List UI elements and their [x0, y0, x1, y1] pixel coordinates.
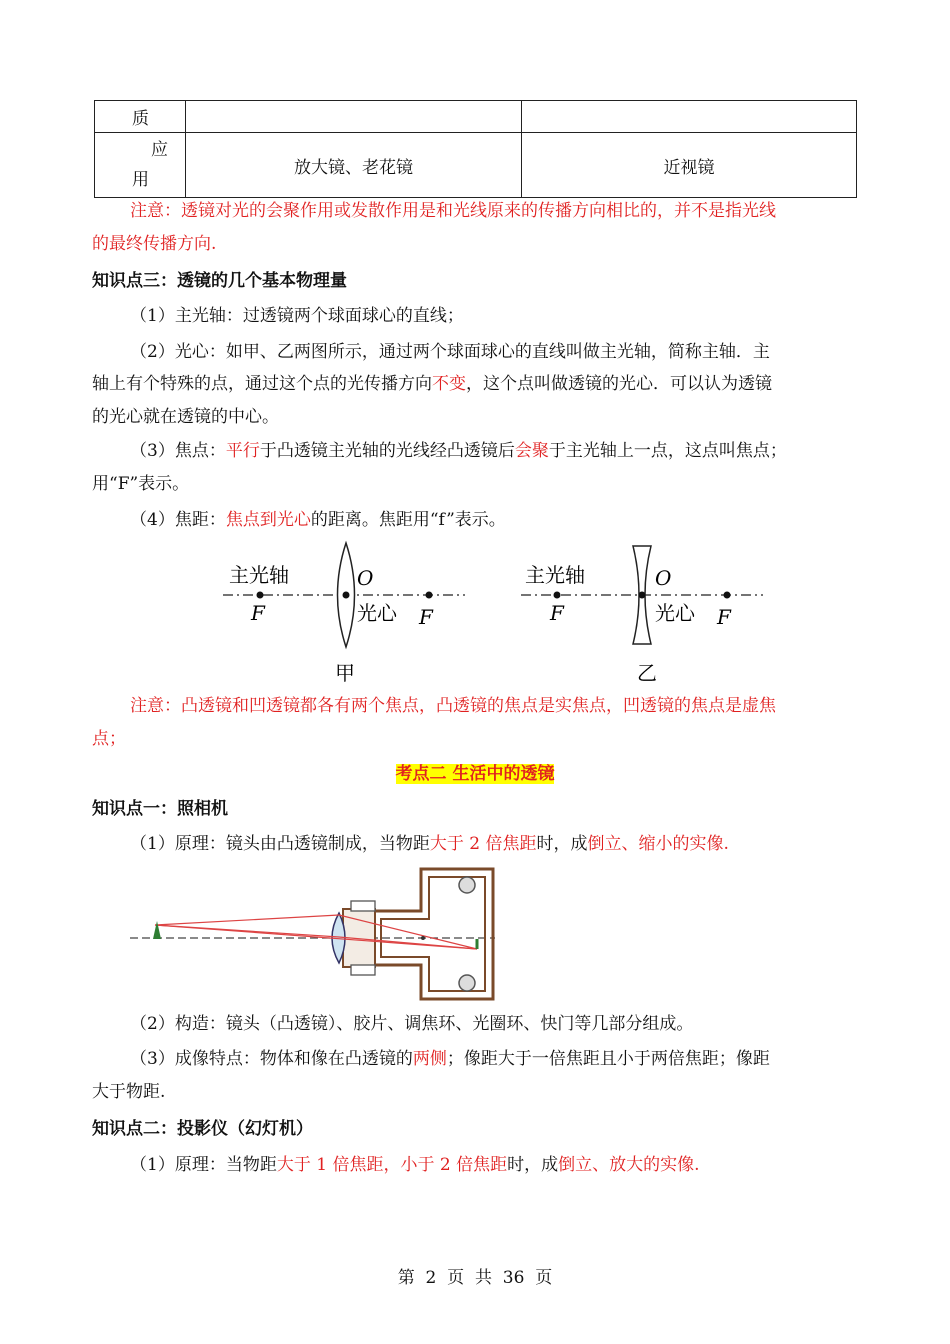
convex-applications-cell: 放大镜、老花镜: [186, 133, 522, 198]
note-line: 注意：凸透镜和凹透镜都各有两个焦点，凸透镜的焦点是实焦点，凹透镜的焦点是虚焦: [130, 696, 776, 716]
paragraph-line: [130, 1149, 699, 1182]
axis-label: 主光轴: [229, 563, 289, 587]
highlight-text: 倒立、放大的实像.: [558, 1155, 700, 1175]
text-run: （3）成像特点：物体和像在凸透镜的: [130, 1049, 413, 1069]
table-row: [95, 133, 857, 198]
lens-comparison-table: [94, 100, 857, 198]
note-line: 的最终传播方向.: [92, 234, 217, 254]
highlight-text: 大于 1 倍焦距，小于 2 倍焦距: [276, 1155, 508, 1175]
focal-f-label: F: [550, 601, 564, 625]
section-title-wrap: [0, 758, 950, 791]
center-o-label: O: [655, 566, 672, 590]
axis-label: 主光轴: [525, 563, 585, 587]
text-run: 于主光轴上一点，这点叫焦点；: [548, 441, 787, 461]
highlight-text: 不变: [432, 374, 466, 394]
optical-center: [343, 592, 350, 599]
paragraph-line: [130, 828, 729, 861]
figure-caption: 甲: [335, 661, 355, 685]
paragraph-line: （2）光心：如甲、乙两图所示，通过两个球面球心的直线叫做主光轴，简称主轴．主: [130, 342, 770, 362]
text-run: ，这个点叫做透镜的光心．可以认为透镜: [466, 374, 772, 394]
focal-point: [426, 592, 433, 599]
focal-point: [724, 592, 731, 599]
concave-lens-figure: [521, 546, 763, 685]
camera-body-inner: [381, 877, 485, 991]
section-heading: 知识点三：透镜的几个基本物理量: [92, 271, 347, 291]
highlight-text: 两侧: [412, 1049, 447, 1069]
focal-point: [554, 592, 561, 599]
paragraph-line: [130, 435, 787, 468]
section-title: 考点二 生活中的透镜: [395, 764, 555, 784]
convex-lens-figure: [223, 543, 465, 685]
page-footer: 第 2 页 共 36 页: [397, 1268, 553, 1288]
row-label-text: 质: [132, 109, 149, 129]
light-ray: [155, 925, 339, 937]
text-run: ；像距大于一倍焦距且小于两倍焦距；像距: [446, 1049, 770, 1069]
focus-ring: [351, 965, 375, 975]
highlight-text: 平行: [225, 441, 260, 461]
paragraph-line: [130, 504, 506, 537]
optical-center-label: 光心: [357, 601, 397, 625]
focal-f-label: F: [251, 601, 265, 625]
focal-point: [421, 936, 425, 940]
reel-knob: [459, 877, 475, 893]
text-run: （1）原理：当物距: [130, 1155, 277, 1175]
figure-caption: 乙: [637, 661, 657, 685]
center-o-label: O: [357, 566, 374, 590]
row-label-text: 用: [132, 170, 149, 190]
row-label-cell: [95, 133, 186, 198]
focal-point: [257, 592, 264, 599]
focal-f-label: F: [419, 605, 433, 629]
paragraph-line: 大于物距.: [92, 1082, 166, 1102]
focal-f-label: F: [717, 605, 731, 629]
text-run: （1）原理：镜头由凸透镜制成，当物距: [130, 834, 430, 854]
light-ray: [155, 915, 339, 925]
text-run: 时，成: [507, 1155, 559, 1175]
paragraph-line: （1）主光轴：过透镜两个球面球心的直线；: [130, 306, 464, 326]
section-heading: 知识点一：照相机: [92, 799, 228, 819]
table-cell: [522, 101, 857, 133]
paragraph-line: 的光心就在透镜的中心。: [92, 407, 279, 427]
highlight-text: 倒立、缩小的实像.: [587, 834, 729, 854]
text-run: 的距离。焦距用“f”表示。: [310, 510, 506, 530]
lens-diagram: [215, 540, 775, 690]
camera-diagram: [125, 865, 500, 1005]
table-cell: [186, 101, 522, 133]
note-line: 注意：透镜对光的会聚作用或发散作用是和光线原来的传播方向相比的，并不是指光线: [130, 201, 776, 221]
reel-knob: [459, 975, 475, 991]
row-label-cell: [95, 101, 186, 133]
highlight-text: 大于 2 倍焦距: [429, 834, 537, 854]
focus-ring: [351, 901, 375, 911]
row-label-text: 应: [151, 140, 168, 160]
optical-center-label: 光心: [655, 601, 695, 625]
paragraph-line: （2）构造：镜头（凸透镜）、胶片、调焦环、光圈环、快门等几部分组成。: [130, 1014, 694, 1034]
paragraph-line: 用“F”表示。: [92, 474, 190, 494]
section-heading: 知识点二：投影仪（幻灯机）: [92, 1119, 313, 1139]
highlight-text: 会聚: [514, 441, 549, 461]
table-row: [95, 101, 857, 133]
object-tree: [153, 921, 161, 939]
concave-applications-cell: 近视镜: [522, 133, 857, 198]
paragraph-line: [130, 1043, 770, 1076]
text-run: （4）焦距：: [130, 510, 226, 530]
paragraph-line: [92, 368, 772, 401]
optical-center: [639, 592, 646, 599]
highlight-text: 焦点到光心: [225, 510, 311, 530]
note-line: 点；: [92, 729, 126, 749]
text-run: 时，成: [536, 834, 588, 854]
text-run: （3）焦点：: [130, 441, 226, 461]
text-run: 轴上有个特殊的点，通过这个点的光传播方向: [92, 374, 432, 394]
text-run: 于凸透镜主光轴的光线经凸透镜后: [259, 441, 515, 461]
